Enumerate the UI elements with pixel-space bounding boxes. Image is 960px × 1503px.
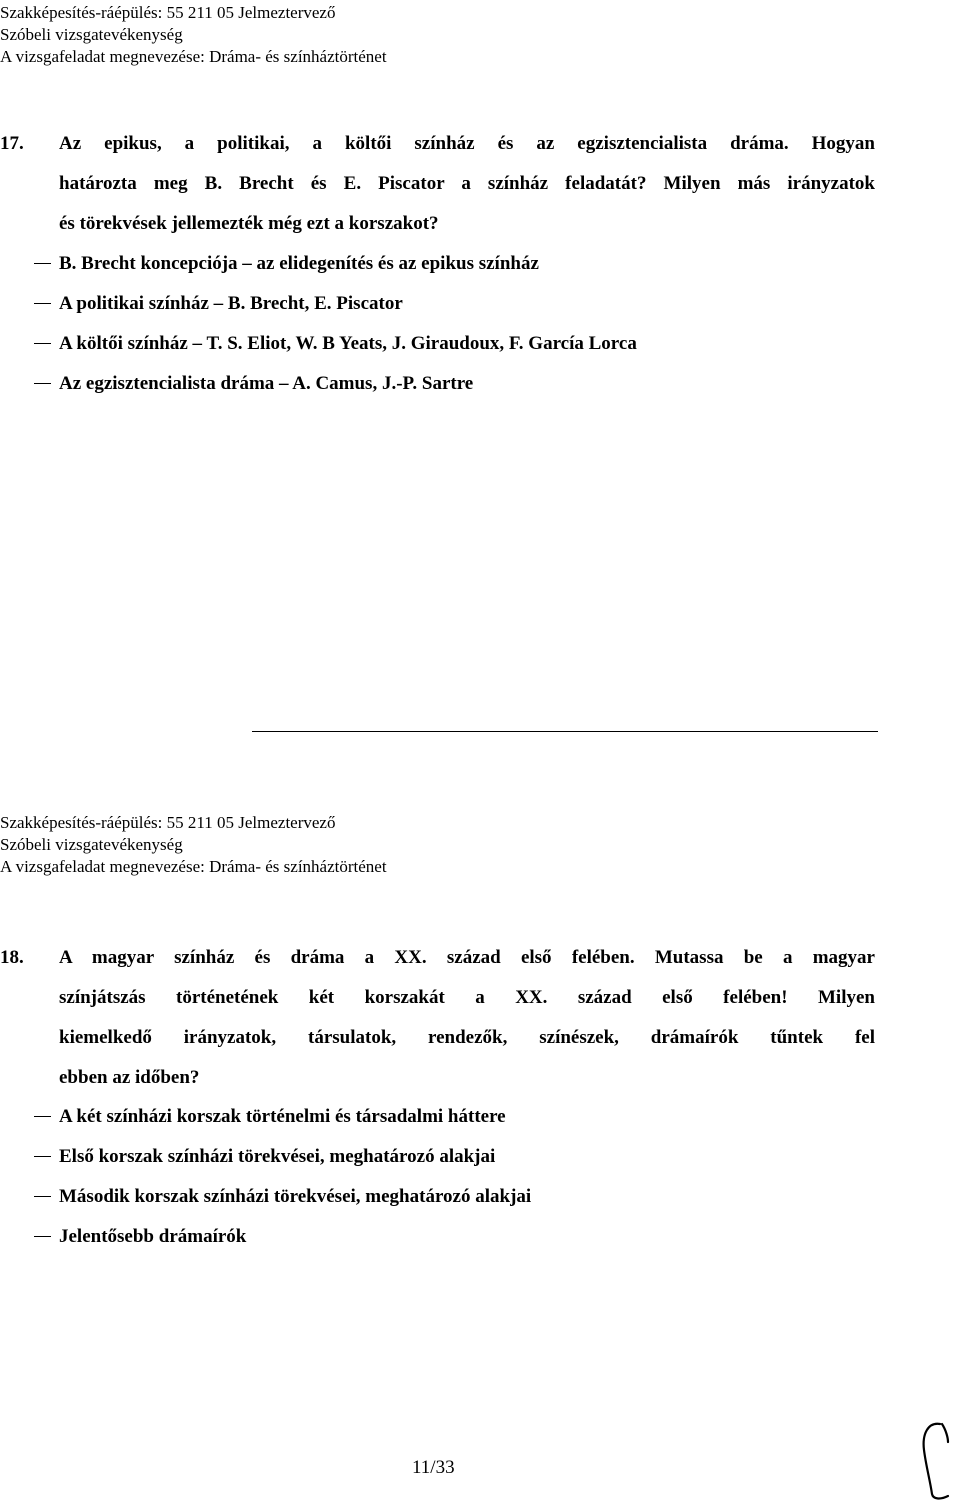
- page-number: 11/33: [412, 1457, 455, 1478]
- question-text-line: és törekvések jellemezték még ezt a korszakot?: [59, 213, 439, 234]
- dash-bullet-icon: [34, 343, 51, 344]
- question-text-line: Az epikus, a politikai, a költői színház és az egzisztencialista dráma. Hogyan: [59, 133, 875, 154]
- header-qualification: Szakképesítés-ráépülés: 55 211 05 Jelmeztervező: [0, 813, 336, 832]
- question-text-line: színjátszás történetének két korszakát a XX. század első felében! Milyen: [59, 987, 875, 1008]
- topic-item: Második korszak színházi törekvései, meghatározó alakjai: [34, 1177, 531, 1217]
- page-header-repeat: [0, 812, 387, 878]
- dash-bullet-icon: [34, 263, 51, 264]
- topic-list: [34, 1097, 531, 1257]
- question-text-line: határozta meg B. Brecht és E. Piscator a színház feladatát? Milyen más irányzatok: [59, 173, 875, 194]
- topic-item: A politikai színház – B. Brecht, E. Piscator: [34, 284, 637, 324]
- topic-item: Első korszak színházi törekvései, meghatározó alakjai: [34, 1137, 531, 1177]
- question-number: 18.: [0, 947, 24, 968]
- header-exam-activity: Szóbeli vizsgatevékenység: [0, 25, 183, 44]
- question-number: 17.: [0, 133, 24, 154]
- page-header: [0, 2, 387, 68]
- signature-mark: [918, 1420, 954, 1502]
- dash-bullet-icon: [34, 1116, 51, 1117]
- dash-bullet-icon: [34, 303, 51, 304]
- question-text: [59, 124, 875, 244]
- topic-item: A költői színház – T. S. Eliot, W. B Yeats, J. Giraudoux, F. García Lorca: [34, 324, 637, 364]
- topic-list: [34, 244, 637, 404]
- question-text: [59, 938, 875, 1098]
- dash-bullet-icon: [34, 383, 51, 384]
- question-text-line: ebben az időben?: [59, 1067, 200, 1088]
- header-exam-activity: Szóbeli vizsgatevékenység: [0, 835, 183, 854]
- page-divider: [252, 731, 878, 732]
- topic-item: Az egzisztencialista dráma – A. Camus, J.-P. Sartre: [34, 364, 637, 404]
- header-task-name: A vizsgafeladat megnevezése: Dráma- és színháztörténet: [0, 857, 387, 876]
- topic-item: A két színházi korszak történelmi és társadalmi háttere: [34, 1097, 531, 1137]
- header-qualification: Szakképesítés-ráépülés: 55 211 05 Jelmeztervező: [0, 3, 336, 22]
- topic-item: B. Brecht koncepciója – az elidegenítés és az epikus színház: [34, 244, 637, 284]
- question-text-line: A magyar színház és dráma a XX. század első felében. Mutassa be a magyar: [59, 947, 875, 968]
- topic-item: Jelentősebb drámaírók: [34, 1217, 531, 1257]
- question-text-line: kiemelkedő irányzatok, társulatok, rendezők, színészek, drámaírók tűntek fel: [59, 1027, 875, 1048]
- dash-bullet-icon: [34, 1156, 51, 1157]
- dash-bullet-icon: [34, 1236, 51, 1237]
- header-task-name: A vizsgafeladat megnevezése: Dráma- és színháztörténet: [0, 47, 387, 66]
- dash-bullet-icon: [34, 1196, 51, 1197]
